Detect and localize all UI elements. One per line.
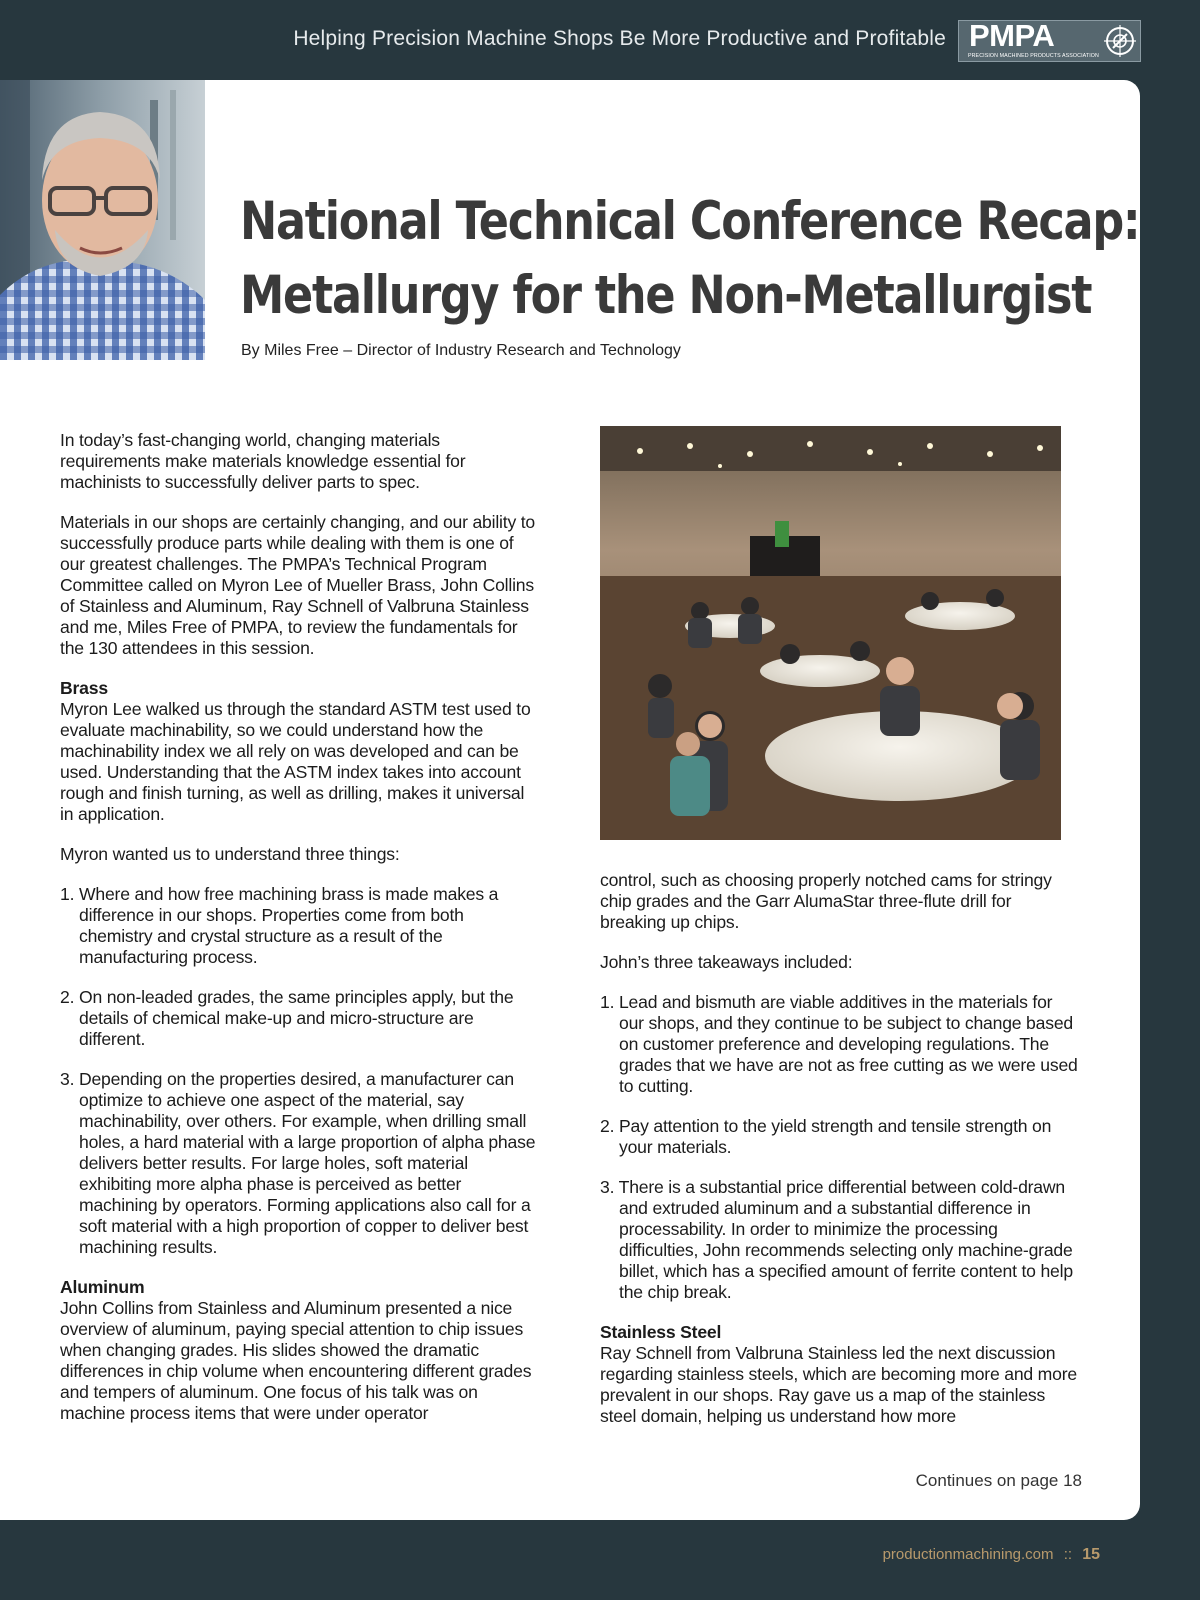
logo-text: PMPA	[969, 18, 1055, 53]
aluminum-continued: control, such as choosing properly notched cams for stringy chip grades and the Garr AlumaStar three-flute drill for breaking up chips.	[600, 870, 1052, 932]
continues-link[interactable]: Continues on page 18	[915, 1471, 1082, 1490]
list-item: 1. Lead and bismuth are viable additives in the materials for our shops, and they continue to be subject to change based on customer preference and developing regulations. The grades that we have are not as free cutting as we were used to cutting.	[600, 992, 1078, 1096]
header-tagline: Helping Precision Machine Shops Be More Productive and Profitable	[293, 27, 946, 50]
list-item: 1. Where and how free machining brass is made makes a difference in our shops. Properties come from both chemistry and crystal structure as a result of the manufacturing process.	[60, 884, 499, 967]
conference-room-image	[600, 426, 1061, 840]
stainless-section	[600, 1322, 1078, 1427]
context-paragraph: Materials in our shops are certainly changing, and our ability to successfully produce parts while dealing with them is one of our greatest challenges. The PMPA’s Technical Program Committee called on Myron Lee of Mueller Brass, John Collins of Stainless and Aluminum, Ray Schnell of Valbruna Stainless and me, Miles Free of PMPA, to review the fundamentals for the 130 attendees in this session.	[60, 512, 536, 658]
pmpa-logo[interactable]	[958, 20, 1141, 62]
aluminum-heading: Aluminum	[60, 1277, 145, 1297]
article-title	[240, 185, 1139, 333]
list-item: 3. There is a substantial price differential between cold-drawn and extruded aluminum and a substantial difference in processability. In order to minimize the processing difficulties, John recommends selecting only machine-grade billet, which has a specified amount of ferrite content to help the chip break.	[600, 1177, 1073, 1302]
conference-photo	[600, 426, 1061, 840]
page-footer	[883, 1546, 1100, 1564]
john-intro: John’s three takeaways included:	[600, 952, 853, 972]
article-byline: By Miles Free – Director of Industry Research and Technology	[241, 342, 681, 359]
list-item: 3. Depending on the properties desired, a manufacturer can optimize to achieve one aspect of the material, say machinability, over others. For example, when drilling small holes, a hard material with a large proportion of alpha phase delivers better results. For large holes, soft material exhibiting more alpha phase is perceived as better machining by operators. Forming applications also call for a soft material with a high proportion of copper to deliver best machining results.	[60, 1069, 536, 1257]
list-item: 2. Pay attention to the yield strength and tensile strength on your materials.	[600, 1116, 1052, 1157]
author-portrait	[0, 80, 205, 360]
left-column	[60, 430, 538, 1443]
logo-emblem-icon	[1103, 24, 1137, 58]
aluminum-text: John Collins from Stainless and Aluminum presented a nice overview of aluminum, paying special attention to chip issues when changing grades. His slides showed the dramatic differences in chip volume when encountering different grades and tempers of aluminum. One focus of his talk was on machine process items that were under operator	[60, 1298, 532, 1423]
footer-separator: ::	[1063, 1546, 1073, 1563]
list-item: 2. On non-leaded grades, the same principles apply, but the details of chemical make-up and micro-structure are different.	[60, 987, 514, 1049]
intro-paragraph: In today’s fast-changing world, changing materials requirements make materials knowledge essential for machinists to successfully deliver parts to spec.	[60, 430, 466, 492]
brass-section	[60, 678, 538, 825]
logo-subtext: PRECISION MACHINED PRODUCTS ASSOCIATION	[968, 53, 1099, 59]
myron-intro: Myron wanted us to understand three things:	[60, 844, 400, 864]
brass-heading: Brass	[60, 678, 108, 698]
john-points-list	[600, 992, 1078, 1303]
stainless-heading: Stainless Steel	[600, 1322, 722, 1342]
page-number: 15	[1082, 1546, 1100, 1563]
stainless-text: Ray Schnell from Valbruna Stainless led the next discussion regarding stainless steels, which are becoming more and more prevalent in our shops. Ray gave us a map of the stainless steel domain, helping us understand how more	[600, 1343, 1077, 1426]
myron-points-list	[60, 884, 538, 1258]
aluminum-section	[60, 1277, 538, 1424]
title-line-2: Metallurgy for the Non-Metallurgist	[240, 265, 1092, 326]
brass-text: Myron Lee walked us through the standard ASTM test used to evaluate machinability, so we could understand how the machinability index we all rely on was developed and can be used. Understanding that the ASTM index takes into account rough and finish turning, as well as drilling, makes it universal in application.	[60, 699, 531, 824]
title-line-1: National Technical Conference Recap:	[240, 191, 1140, 252]
author-photo-image	[0, 80, 205, 360]
right-column	[600, 870, 1078, 1446]
footer-site-link[interactable]: productionmachining.com	[882, 1546, 1054, 1563]
